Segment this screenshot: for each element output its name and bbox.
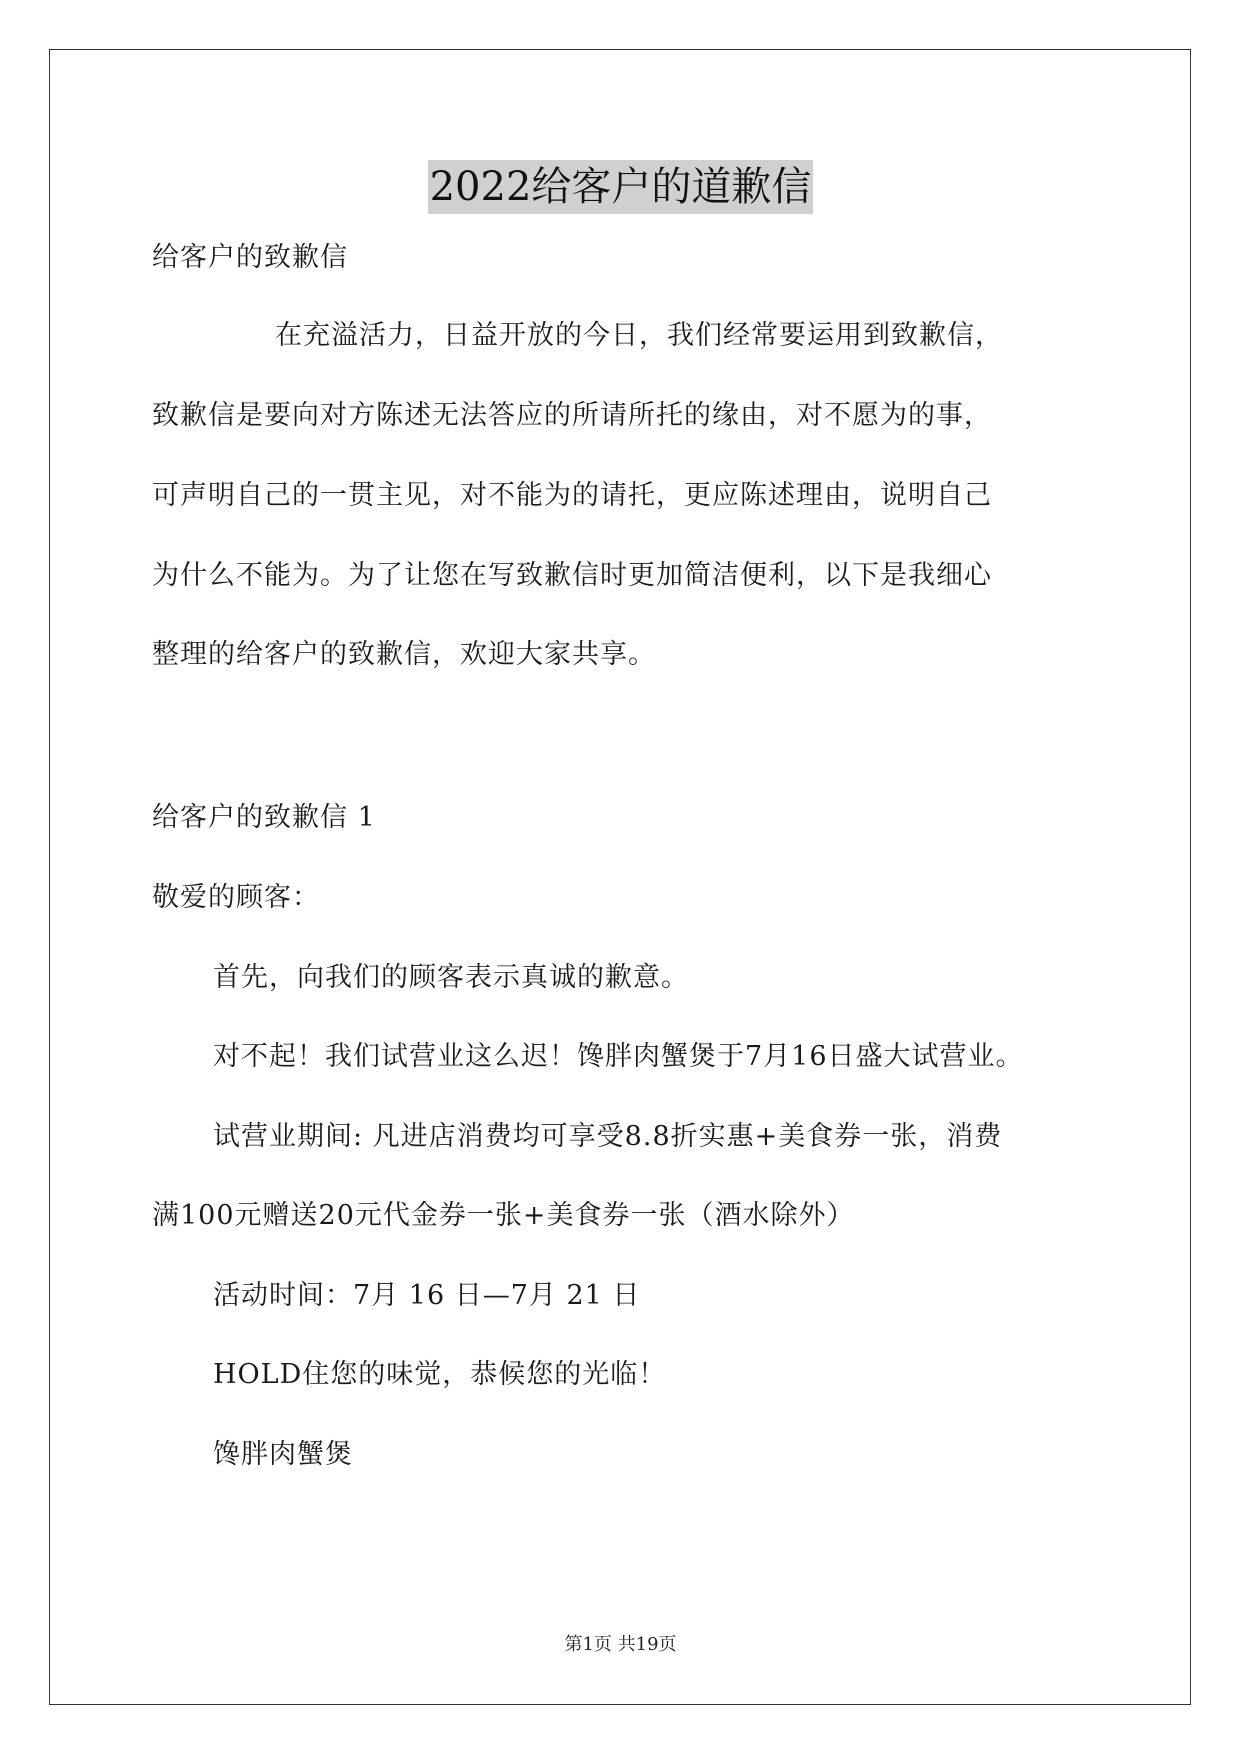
letter-heading: 给客户的致歉信 1 xyxy=(152,802,376,833)
paragraph-line: 首先，向我们的顾客表示真诚的歉意。 xyxy=(213,962,689,993)
paragraph-line: 在充溢活力，日益开放的今日，我们经常要运用到致歉信， xyxy=(275,320,1003,351)
activity-time: 活动时间：7月 16 日—7月 21 日 xyxy=(213,1280,641,1311)
signature: 馋胖肉蟹煲 xyxy=(213,1439,353,1470)
paragraph-line: 为什么不能为。为了让您在写致歉信时更加简洁便利，以下是我细心 xyxy=(152,560,992,591)
page-number: 第1页 共19页 xyxy=(564,1634,677,1655)
paragraph-line: 满100元赠送20元代金券一张+美食券一张（酒水除外） xyxy=(152,1200,855,1231)
paragraph-line: 致歉信是要向对方陈述无法答应的所请所托的缘由，对不愿为的事， xyxy=(152,400,992,431)
salutation: 敬爱的顾客： xyxy=(152,882,320,913)
paragraph-line: HOLD住您的味觉，恭候您的光临！ xyxy=(213,1359,667,1390)
section-heading: 给客户的致歉信 xyxy=(152,242,348,273)
title-container xyxy=(0,160,1241,214)
paragraph-line: 可声明自己的一贯主见，对不能为的请托，更应陈述理由，说明自己 xyxy=(152,480,992,511)
paragraph-line: 对不起！我们试营业这么迟！馋胖肉蟹煲于7月16日盛大试营业。 xyxy=(213,1041,1024,1072)
paragraph-line: 试营业期间: 凡进店消费均可享受8.8折实惠+美食券一张，消费 xyxy=(213,1121,1003,1152)
document-title: 2022给客户的道歉信 xyxy=(428,160,814,214)
paragraph-line: 整理的给客户的致歉信，欢迎大家共享。 xyxy=(152,639,656,670)
